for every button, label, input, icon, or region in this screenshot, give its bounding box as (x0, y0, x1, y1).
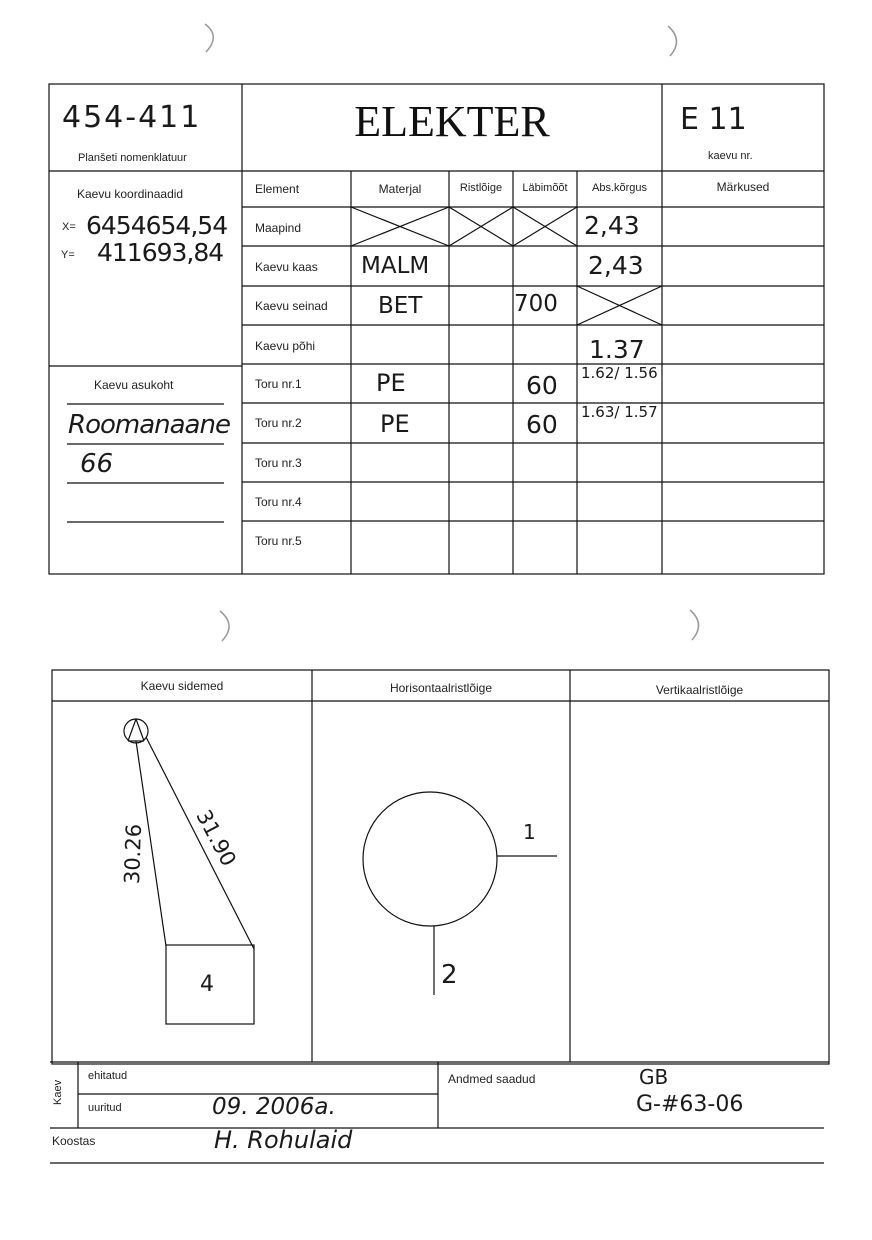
surveyed-label: uuritud (88, 1102, 122, 1114)
header-material: Materjal (378, 182, 422, 196)
surveyed-value: 09. 2006a. (212, 1094, 336, 1120)
well-number-value: E 11 (680, 102, 747, 137)
row-element-label: Toru nr.1 (255, 377, 302, 391)
material-seinad: BET (378, 293, 423, 319)
header-notes: Märkused (716, 180, 770, 194)
well-number-label: kaevu nr. (708, 150, 753, 162)
coordinates-label: Kaevu koordinaadid (77, 187, 184, 201)
compiled-label: Koostas (52, 1134, 96, 1148)
abs-toru1: 1.62/ 1.56 (581, 364, 658, 382)
built-label: ehitatud (88, 1070, 128, 1082)
location-line-2: 66 (80, 449, 114, 479)
data-source-value-1: GB (639, 1065, 669, 1089)
y-coordinate: 411693,84 (97, 238, 224, 267)
compiled-value: H. Rohulaid (214, 1126, 353, 1154)
pipe-1-label: 1 (523, 820, 536, 844)
material-toru1: PE (376, 369, 406, 397)
material-kaas: MALM (361, 253, 430, 279)
row-element-label: Toru nr.2 (255, 416, 302, 430)
abs-pohi: 1.37 (589, 335, 645, 364)
row-element-label: Toru nr.4 (255, 495, 302, 509)
row-element-label: Kaevu seinad (255, 299, 328, 313)
well-mark: 4 (200, 972, 214, 997)
location-label: Kaevu asukoht (94, 378, 174, 392)
location-line-1: Roomanaane (68, 410, 230, 440)
x-coordinate: 6454654,54 (86, 211, 228, 240)
header-abs-height: Abs.kõrgus (591, 182, 648, 194)
col-vertical-label: Vertikaalristlõige (655, 683, 744, 697)
well-circle (363, 792, 497, 926)
abs-maapind: 2,43 (584, 211, 640, 240)
x-prefix: X= (62, 221, 76, 233)
page-title: ELEKTER (354, 97, 550, 146)
pipe-2-label: 2 (441, 960, 458, 990)
abs-kaas: 2,43 (588, 251, 644, 280)
reference-point-symbol (124, 719, 148, 743)
row-element-label: Toru nr.3 (255, 456, 302, 470)
distance-2: 31.90 (191, 805, 241, 871)
row-element-label: Kaevu kaas (255, 260, 318, 274)
diameter-toru1: 60 (526, 371, 558, 400)
distance-1: 30.26 (120, 823, 147, 885)
row-element-label: Toru nr.5 (255, 534, 302, 548)
kaev-label: Kaev (52, 1079, 64, 1105)
header-element: Element (255, 182, 300, 196)
material-toru2: PE (380, 410, 410, 438)
col-horizontal-label: Horisontaalristlõige (389, 681, 493, 695)
row-element-label: Maapind (255, 221, 302, 235)
abs-toru2: 1.63/ 1.57 (581, 403, 658, 421)
nomenclature-value: 454-411 (62, 100, 202, 135)
col-links-label: Kaevu sidemed (140, 679, 224, 693)
y-prefix: Y= (61, 249, 75, 261)
diameter-seinad: 700 (514, 291, 558, 317)
header-cross-section: Ristlõige (459, 182, 503, 194)
sketch-card-border (52, 670, 829, 1064)
diameter-toru2: 60 (526, 410, 558, 439)
nomenclature-label: Planšeti nomenklatuur (78, 152, 187, 164)
row-element-label: Kaevu põhi (255, 339, 316, 353)
header-diameter: Läbimõõt (522, 182, 568, 194)
data-source-label: Andmed saadud (448, 1072, 536, 1086)
data-source-value-2: G-#63-06 (636, 1092, 744, 1117)
